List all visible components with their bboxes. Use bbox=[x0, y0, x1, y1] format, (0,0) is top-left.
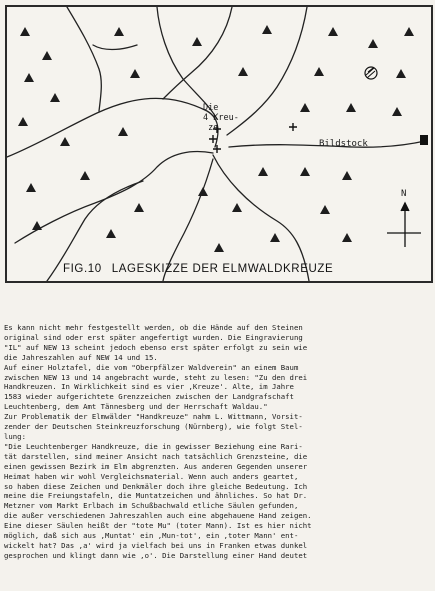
hatched-circle-marker bbox=[365, 67, 377, 79]
text-line: einen gewissen Bezirk im Elm abgrenzten. Aus anderen Gegenden unserer bbox=[4, 461, 308, 471]
tree-icon bbox=[346, 103, 356, 112]
figure-title: LAGESKIZZE DER ELMWALDKREUZE bbox=[111, 263, 334, 275]
cross-icon bbox=[289, 123, 297, 131]
tree-icon bbox=[258, 167, 268, 176]
tree-icon bbox=[238, 67, 248, 76]
map-label-four-crosses: Die 4 Kreu- ze bbox=[203, 103, 239, 133]
figure-number: FIG.10 bbox=[63, 263, 102, 275]
tree-icon bbox=[368, 39, 378, 48]
tree-icon bbox=[342, 233, 352, 242]
tree-icon bbox=[232, 203, 242, 212]
text-line: original sind oder erst später angefertigt wurden. Die Eingravierung bbox=[4, 332, 303, 342]
tree-icon bbox=[404, 27, 414, 36]
tree-icon bbox=[114, 27, 124, 36]
tree-icon bbox=[392, 107, 402, 116]
map-path-northwest bbox=[67, 7, 101, 111]
tree-icon bbox=[24, 73, 34, 82]
tree-icon bbox=[198, 187, 208, 196]
text-line: zender der Deutschen Steinkreuzforschung (Nürnberg), wie folgt Stel- bbox=[4, 422, 303, 432]
tree-icon bbox=[262, 25, 272, 34]
body-text bbox=[4, 323, 432, 561]
text-line: Es kann nicht mehr festgestellt werden, ob die Hände auf den Steinen bbox=[4, 323, 303, 332]
tree-icon bbox=[314, 67, 324, 76]
tree-icon bbox=[134, 203, 144, 212]
tree-icon bbox=[396, 69, 406, 78]
tree-icon bbox=[214, 243, 224, 252]
map-label-bildstock: Bildstock bbox=[319, 139, 368, 149]
text-line: Eine dieser Säulen heißt der "tote Mu" (toter Mann). Ist es hier nicht bbox=[4, 521, 312, 531]
text-line: möglich, daß sich aus ,Muntat' ein ,Mun-tot', ein ,toter Mann' ent- bbox=[4, 531, 299, 541]
tree-icon bbox=[192, 37, 202, 46]
text-line: "Die Leuchtenberger Handkreuze, die in gewisser Beziehung eine Rari- bbox=[4, 441, 303, 451]
text-line: zwischen NEW 13 und 14 angebracht wurde, steht zu lesen: "Zu den drei bbox=[4, 372, 308, 382]
tree-icon bbox=[342, 171, 352, 180]
tree-icon bbox=[300, 167, 310, 176]
location-sketch-map bbox=[5, 5, 433, 283]
map-label-north: N bbox=[401, 189, 407, 199]
text-line: die Jahreszahlen auf NEW 14 und 15. bbox=[4, 352, 158, 362]
text-line: wickelt hat? Das ,a' wird ja vielfach bei uns in Franken etwas dunkel bbox=[4, 540, 308, 550]
tree-icon bbox=[300, 103, 310, 112]
bildstock-marker bbox=[420, 135, 428, 145]
text-line: so haben diese Zeichen und Denkmäler doch ihre gleiche Bedeutung. Ich bbox=[4, 481, 308, 491]
tree-icon bbox=[320, 205, 330, 214]
tree-icon bbox=[42, 51, 52, 60]
text-line: Heimat haben wir wohl Vergleichsmaterial. Wenn auch anders geartet, bbox=[4, 471, 299, 481]
map-path-curl bbox=[93, 45, 137, 50]
tree-icon bbox=[118, 127, 128, 136]
tree-icon bbox=[32, 221, 42, 230]
cross-icon bbox=[213, 145, 221, 153]
tree-icon bbox=[20, 27, 30, 39]
tree-icon bbox=[328, 27, 338, 36]
text-line: gesprochen und klingt dann wie ,o'. Die Darstellung einer Hand deutet bbox=[4, 550, 308, 560]
map-path-west bbox=[7, 98, 218, 157]
text-line: meine die Freiungstafeln, die Muntatzeichen und ähnliches. So hat Dr. bbox=[4, 491, 308, 501]
tree-icon bbox=[270, 233, 280, 242]
tree-icon bbox=[60, 137, 70, 146]
map-path-north-branch bbox=[163, 7, 232, 99]
tree-icon bbox=[18, 117, 28, 126]
tree-icon bbox=[106, 229, 116, 238]
tree-icon bbox=[26, 183, 36, 192]
text-line: lung: bbox=[4, 431, 26, 441]
text-line: Leuchtenberg, dem Amt Tännesberg und der Herrschaft Waldau." bbox=[4, 402, 268, 412]
cross-icon bbox=[209, 135, 217, 143]
north-arrow-icon bbox=[387, 203, 421, 247]
text-line: die außer verschiedenen Jahreszahlen auch eine abgehauene Hand zeigen. bbox=[4, 511, 312, 521]
text-line: "IL" auf NEW 13 scheint jedoch ebenso erst später erfolgt zu sein wie bbox=[4, 342, 308, 352]
tree-icon bbox=[130, 69, 140, 78]
figure-caption bbox=[63, 263, 423, 275]
text-line: Metzner vom Markt Erlbach im Schußbachwald etliche Säulen gefunden, bbox=[4, 501, 299, 511]
text-line: Auf einer Holztafel, die vom "Oberpfälzer Waldverein" an einem Baum bbox=[4, 362, 299, 372]
text-line: 1583 wieder aufgerichtete Grenzzeichen zwischen der Landgrafschaft bbox=[4, 392, 294, 402]
map-path-southwest bbox=[15, 152, 213, 243]
tree-icon bbox=[50, 93, 60, 102]
text-line: Zur Problematik der Elmwälder "Handkreuze" nahm L. Wittmann, Vorsit- bbox=[4, 412, 303, 422]
text-line: tät darstellen, sind meiner Ansicht nach tatsächlich Grenzsteine, die bbox=[4, 451, 308, 461]
text-line: Handkreuzen. In Wirklichkeit sind es vier ,Kreuze'. Alte, im Jahre bbox=[4, 382, 294, 392]
tree-icon bbox=[80, 171, 90, 180]
